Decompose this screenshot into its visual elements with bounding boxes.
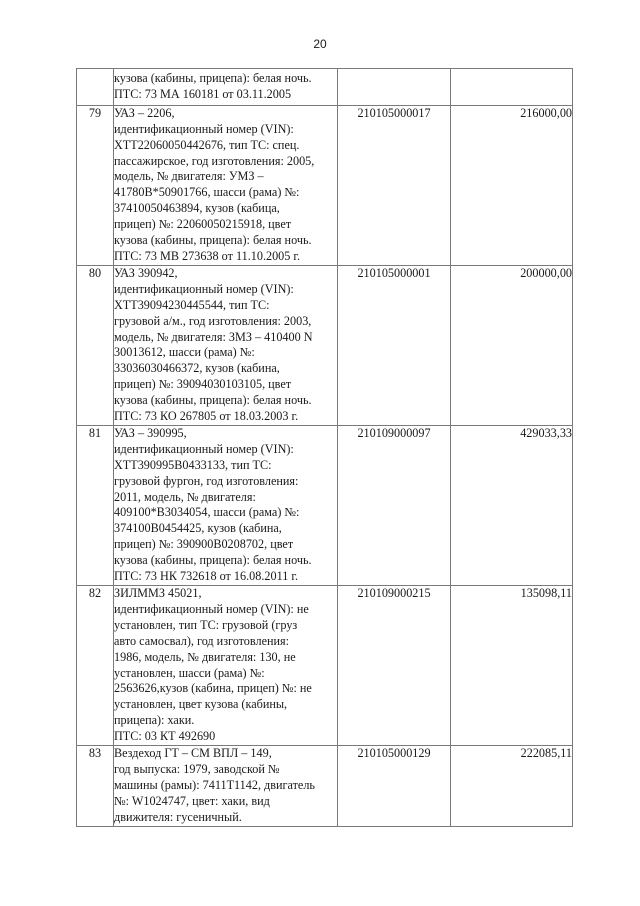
- book-value-cell: 135098,11: [451, 586, 573, 746]
- row-number-cell: 83: [77, 746, 114, 827]
- description-line: прицеп) №: 39094030103105, цвет: [114, 377, 292, 392]
- inventory-number-cell: 210105000017: [338, 105, 451, 265]
- description-line: 374100В0454425, кузов (кабина,: [114, 521, 282, 536]
- description-line: ПТС: 73 КО 267805 от 18.03.2003 г.: [114, 409, 299, 424]
- table-row-continuation: [77, 69, 573, 106]
- description-line: 37410050463894, кузов (кабица,: [114, 201, 280, 216]
- description-line: машины (рамы): 7411Т1142, двигатель: [114, 777, 315, 792]
- description-line: ПТС: 73 НК 732618 от 16.08.2011 г.: [114, 569, 299, 584]
- description-line: Вездеход ГТ – СМ ВПЛ – 149,: [114, 746, 272, 761]
- page-number: 20: [313, 37, 327, 51]
- description-line: 33036030466372, кузов (кабина,: [114, 361, 280, 376]
- book-value-cell: 216000,00: [451, 105, 573, 265]
- vehicle-description-cell: [114, 69, 338, 106]
- vehicle-registry-table: [76, 68, 573, 827]
- description-line: УАЗ 390942,: [114, 265, 178, 280]
- description-line: модель, № двигателя: УМЗ –: [114, 169, 264, 184]
- vehicle-description-cell: [114, 425, 338, 585]
- description-line: ЗИЛММЗ 45021,: [114, 586, 202, 600]
- row-number-cell: 82: [77, 586, 114, 746]
- description-line: кузова (кабины, прицепа): белая ночь.: [114, 553, 312, 568]
- description-line: движителя: гусеничный.: [114, 809, 242, 824]
- description-line: УАЗ – 2206,: [114, 105, 175, 120]
- row-number-cell: [77, 69, 114, 106]
- table-row: [77, 586, 573, 746]
- description-line: УАЗ – 390995,: [114, 425, 187, 440]
- table-row: [77, 265, 573, 425]
- description-line: прицеп) №: 22060050215918, цвет: [114, 217, 292, 232]
- description-line: ПТС: 73 МВ 273638 от 11.10.2005 г.: [114, 248, 301, 263]
- inventory-number-cell: [338, 69, 451, 106]
- description-line: 41780В*50901766, шасси (рама) №:: [114, 185, 300, 200]
- description-line: кузова (кабины, прицепа): белая ночь.: [114, 71, 312, 85]
- book-value-cell: 200000,00: [451, 265, 573, 425]
- description-line: ПТС: 03 КТ 492690: [114, 729, 216, 744]
- description-line: грузовой а/м., год изготовления: 2003,: [114, 313, 312, 328]
- description-line: ХТТ390995В0433133, тип ТС:: [114, 457, 272, 472]
- table-row: [77, 425, 573, 585]
- inventory-number-cell: 210105000001: [338, 265, 451, 425]
- table-row: [77, 746, 573, 827]
- description-line: кузова (кабины, прицепа): белая ночь.: [114, 393, 312, 408]
- description-line: модель, № двигателя: ЗМЗ – 410400 N: [114, 329, 313, 344]
- description-line: прицеп) №: 390900В0208702, цвет: [114, 537, 294, 552]
- description-line: 30013612, шасси (рама) №:: [114, 345, 255, 360]
- description-line: кузова (кабины, прицепа): белая ночь.: [114, 233, 312, 248]
- row-number-cell: 80: [77, 265, 114, 425]
- inventory-number-cell: 210109000215: [338, 586, 451, 746]
- book-value-cell: 429033,33: [451, 425, 573, 585]
- description-line: грузовой фургон, год изготовления:: [114, 473, 299, 488]
- description-line: 2563626,кузов (кабина, прицеп) №: не: [114, 681, 312, 696]
- description-line: установлен, шасси (рама) №:: [114, 665, 265, 680]
- description-line: установлен, цвет кузова (кабины,: [114, 697, 288, 712]
- row-number-cell: 81: [77, 425, 114, 585]
- vehicle-description-cell: [114, 105, 338, 265]
- description-line: ХТТ39094230445544, тип ТС:: [114, 297, 270, 312]
- row-number-cell: 79: [77, 105, 114, 265]
- description-line: прицепа): хаки.: [114, 713, 195, 728]
- description-line: установлен, тип ТС: грузовой (груз: [114, 617, 298, 632]
- description-line: 2011, модель, № двигателя:: [114, 489, 256, 504]
- vehicle-description-cell: [114, 746, 338, 827]
- book-value-cell: 222085,11: [451, 746, 573, 827]
- description-line: идентификационный номер (VIN):: [114, 121, 294, 136]
- description-line: идентификационный номер (VIN):: [114, 281, 294, 296]
- description-line: ХТТ22060050442676, тип ТС: спец.: [114, 137, 300, 152]
- description-line: авто самосвал), год изготовления:: [114, 633, 290, 648]
- book-value-cell: [451, 69, 573, 106]
- table-row: [77, 105, 573, 265]
- description-line: 1986, модель, № двигателя: 130, не: [114, 649, 296, 664]
- vehicle-description-cell: [114, 586, 338, 746]
- description-line: ПТС: 73 МА 160181 от 03.11.2005: [114, 86, 292, 101]
- description-line: идентификационный номер (VIN): не: [114, 601, 309, 616]
- description-line: №: W1024747, цвет: хаки, вид: [114, 793, 270, 808]
- vehicle-description-cell: [114, 265, 338, 425]
- inventory-number-cell: 210105000129: [338, 746, 451, 827]
- description-line: пассажирское, год изготовления: 2005,: [114, 153, 315, 168]
- description-line: 409100*В3034054, шасси (рама) №:: [114, 505, 300, 520]
- description-line: год выпуска: 1979, заводской №: [114, 761, 280, 776]
- inventory-number-cell: 210109000097: [338, 425, 451, 585]
- description-line: идентификационный номер (VIN):: [114, 441, 294, 456]
